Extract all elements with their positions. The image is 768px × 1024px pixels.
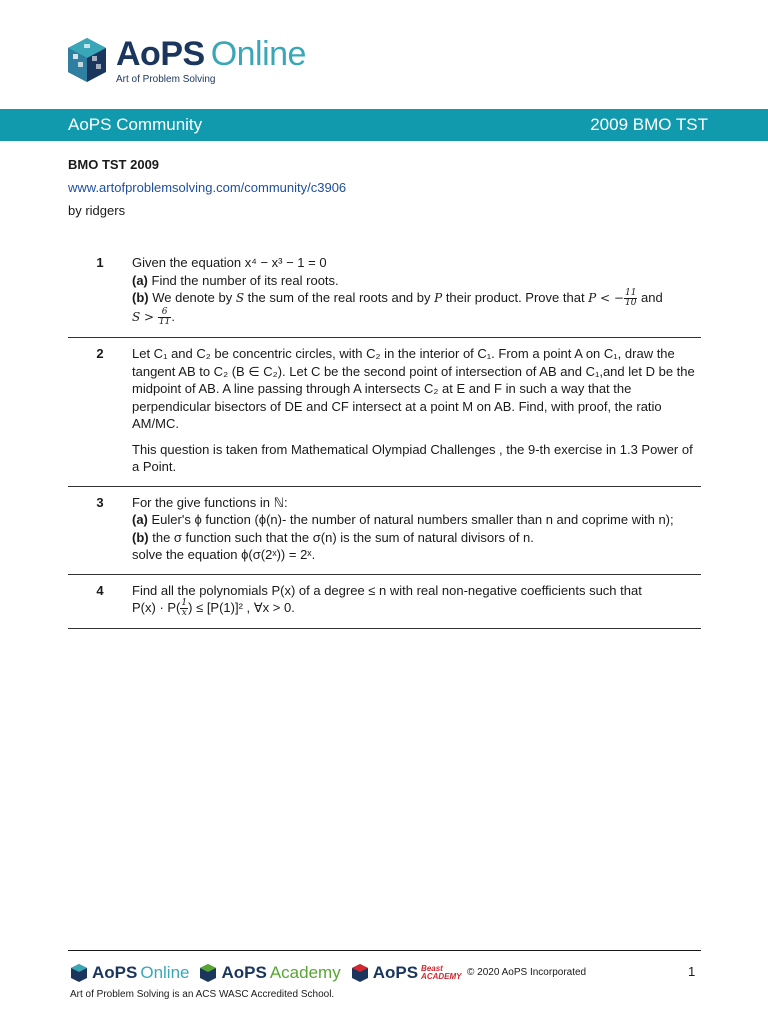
problem-3: 3 For the give functions in ℕ: (a) Euler's ϕ function (ϕ(n)- the number of natural numbers smaller than n and coprime with n); (b) the σ function such that the σ(n) is the sum of natural divisors of n. solve the equation ϕ(σ(2ˣ)) = 2ˣ. xyxy=(68,486,701,574)
footer-beast-academy-logo[interactable]: AoPS Beast ACADEMY xyxy=(351,963,462,983)
problem-note: This question is taken from Mathematical Olympiad Challenges , the 9-th exercise in 1.3 Power of a Point. xyxy=(132,441,693,475)
problem-text: For the give functions in ℕ: xyxy=(132,494,288,510)
problem-list xyxy=(68,246,701,629)
copyright-notice: © 2020 AoPS Incorporated xyxy=(467,967,587,978)
fraction: $\frac{1}{x}$ xyxy=(181,598,188,619)
aops-cube-icon xyxy=(70,963,88,983)
problem-text: Given the equation x⁴ − x³ − 1 = 0 xyxy=(132,255,327,270)
document-title: BMO TST 2009 xyxy=(68,157,160,172)
problem-4: 4 Find all the polynomials P(x) of a degree ≤ n with real non-negative coefficients such that P(x) · P( $\frac{1}{x}$ ) ≤ [P(1)]² , ∀x > 0. xyxy=(68,574,701,630)
problem-2 xyxy=(68,337,701,486)
problem-number: 4 xyxy=(96,582,104,598)
problem-number: 2 xyxy=(96,346,104,362)
community-link[interactable]: www.artofproblemsolving.com/community/c3906 xyxy=(68,180,347,195)
footer-aops-online-logo[interactable]: AoPS Online xyxy=(70,963,189,983)
problem-number: 1 xyxy=(96,255,104,270)
footer-divider xyxy=(68,950,701,951)
problem-text: Let C₁ and C₂ be concentric circles, with C₂ in the interior of C₁. From a point A on C₁, draw the tangent AB to C₂ (B ∈ C₂). Let C be the second point of intersection of AB and C₁,and let D be the midpoint of AB. A line passing through A intersects C₂ at E and F in such a way that the perpendicular bisectors of DE and CF intersect at a point M on AB. Find, with proof, the ratio AM/MC. xyxy=(132,346,695,432)
author-credit: by ridgers xyxy=(68,203,126,218)
problem-1: 1 Given the equation x⁴ − x³ − 1 = 0 (a) Find the number of its real roots. (b) We denote by S the sum of the real roots and by P their product. Prove that P < − $\frac{11}{10}$ and S > $\frac{6}{11}$ . xyxy=(68,246,701,337)
problem-number: 3 xyxy=(96,494,104,510)
footer-logos xyxy=(70,960,700,986)
academy-cube-icon xyxy=(199,963,217,983)
page-number: 1 xyxy=(688,964,696,979)
footer-aops-academy-logo[interactable]: AoPS Academy xyxy=(199,963,340,983)
banner-contest-title: 2009 BMO TST xyxy=(590,115,708,134)
logo-brand: AoPS Online xyxy=(116,35,306,73)
document-meta xyxy=(68,156,346,225)
fraction: $\frac{6}{11}$ xyxy=(158,307,171,328)
accreditation-note: Art of Problem Solving is an ACS WASC Accredited School. xyxy=(70,989,335,1000)
beast-cube-icon xyxy=(351,963,369,983)
fraction: $\frac{11}{10}$ xyxy=(624,288,637,309)
aops-cube-icon xyxy=(66,36,108,84)
problem-text: Find all the polynomials P(x) of a degree ≤ n with real non-negative coefficients such that xyxy=(132,582,642,598)
aops-online-logo[interactable] xyxy=(66,36,306,85)
banner-community-link[interactable]: AoPS Community xyxy=(68,115,203,134)
logo-subtitle: Art of Problem Solving xyxy=(116,74,216,85)
community-banner xyxy=(0,109,768,141)
